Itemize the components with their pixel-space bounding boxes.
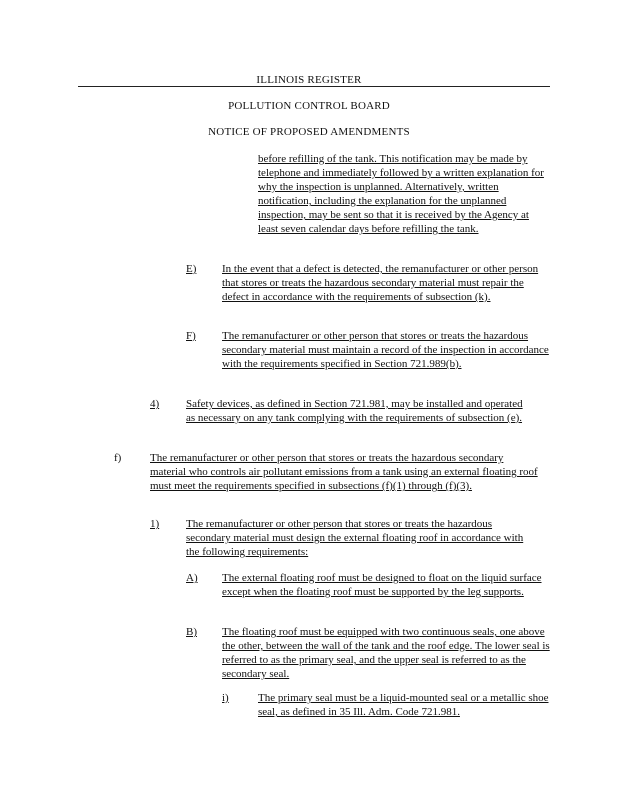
label-1: 1)	[150, 518, 160, 530]
paragraph-4: Safety devices, as defined in Section 721.981, may be installed and operated as necessary on any tank complying with the requirements of subsection (e).	[186, 398, 523, 424]
paragraph-i: The primary seal must be a liquid-mounted seal or a metallic shoe seal, as defined in 35 Ill. Adm. Code 721.981.	[258, 692, 549, 718]
paragraph-F: The remanufacturer or other person that stores or treats the hazardous secondary material must maintain a record of the inspection in accordance with the requirements specified in Section 721.989(b).	[222, 330, 549, 370]
notice-title: NOTICE OF PROPOSED AMENDMENTS	[208, 126, 410, 138]
label-4: 4)	[150, 398, 160, 410]
label-F: F)	[186, 330, 196, 342]
paragraph-B: The floating roof must be equipped with two continuous seals, one above the other, between the wall of the tank and the roof edge. The lower seal is referred to as the primary seal, and the upper seal is referred to as the secondary seal.	[222, 626, 550, 680]
board-title: POLLUTION CONTROL BOARD	[228, 100, 390, 112]
label-f: f)	[114, 452, 122, 464]
label-i: i)	[222, 692, 229, 704]
paragraph-1: The remanufacturer or other person that stores or treats the hazardous secondary material must design the external floating roof in accordance with the following requirements:	[186, 518, 524, 558]
register-title: ILLINOIS REGISTER	[256, 74, 362, 86]
header-rule	[78, 86, 550, 87]
label-E: E)	[186, 263, 197, 275]
paragraph-E: In the event that a defect is detected, the remanufacturer or other person that stores or treats the hazardous secondary material must repair the defect in accordance with the requirements of subsection (k).	[222, 263, 539, 303]
paragraph-A: The external floating roof must be designed to float on the liquid surface except when the floating roof must be supported by the leg supports.	[222, 572, 542, 598]
label-B: B)	[186, 626, 197, 638]
paragraph-f: The remanufacturer or other person that stores or treats the hazardous secondary material who controls air pollutant emissions from a tank using an external floating roof must meet the requirements specified in subsections (f)(1) through (f)(3).	[150, 452, 538, 492]
continuation-paragraph: before refilling of the tank. This notification may be made by telephone and immediately followed by a written explanation for why the inspection is unplanned. Alternatively, written notification, including the explanation for the unplanned inspection, may be sent so that it is received by the Agency at least seven calendar days before refilling the tank.	[258, 153, 544, 235]
label-A: A)	[186, 572, 198, 584]
